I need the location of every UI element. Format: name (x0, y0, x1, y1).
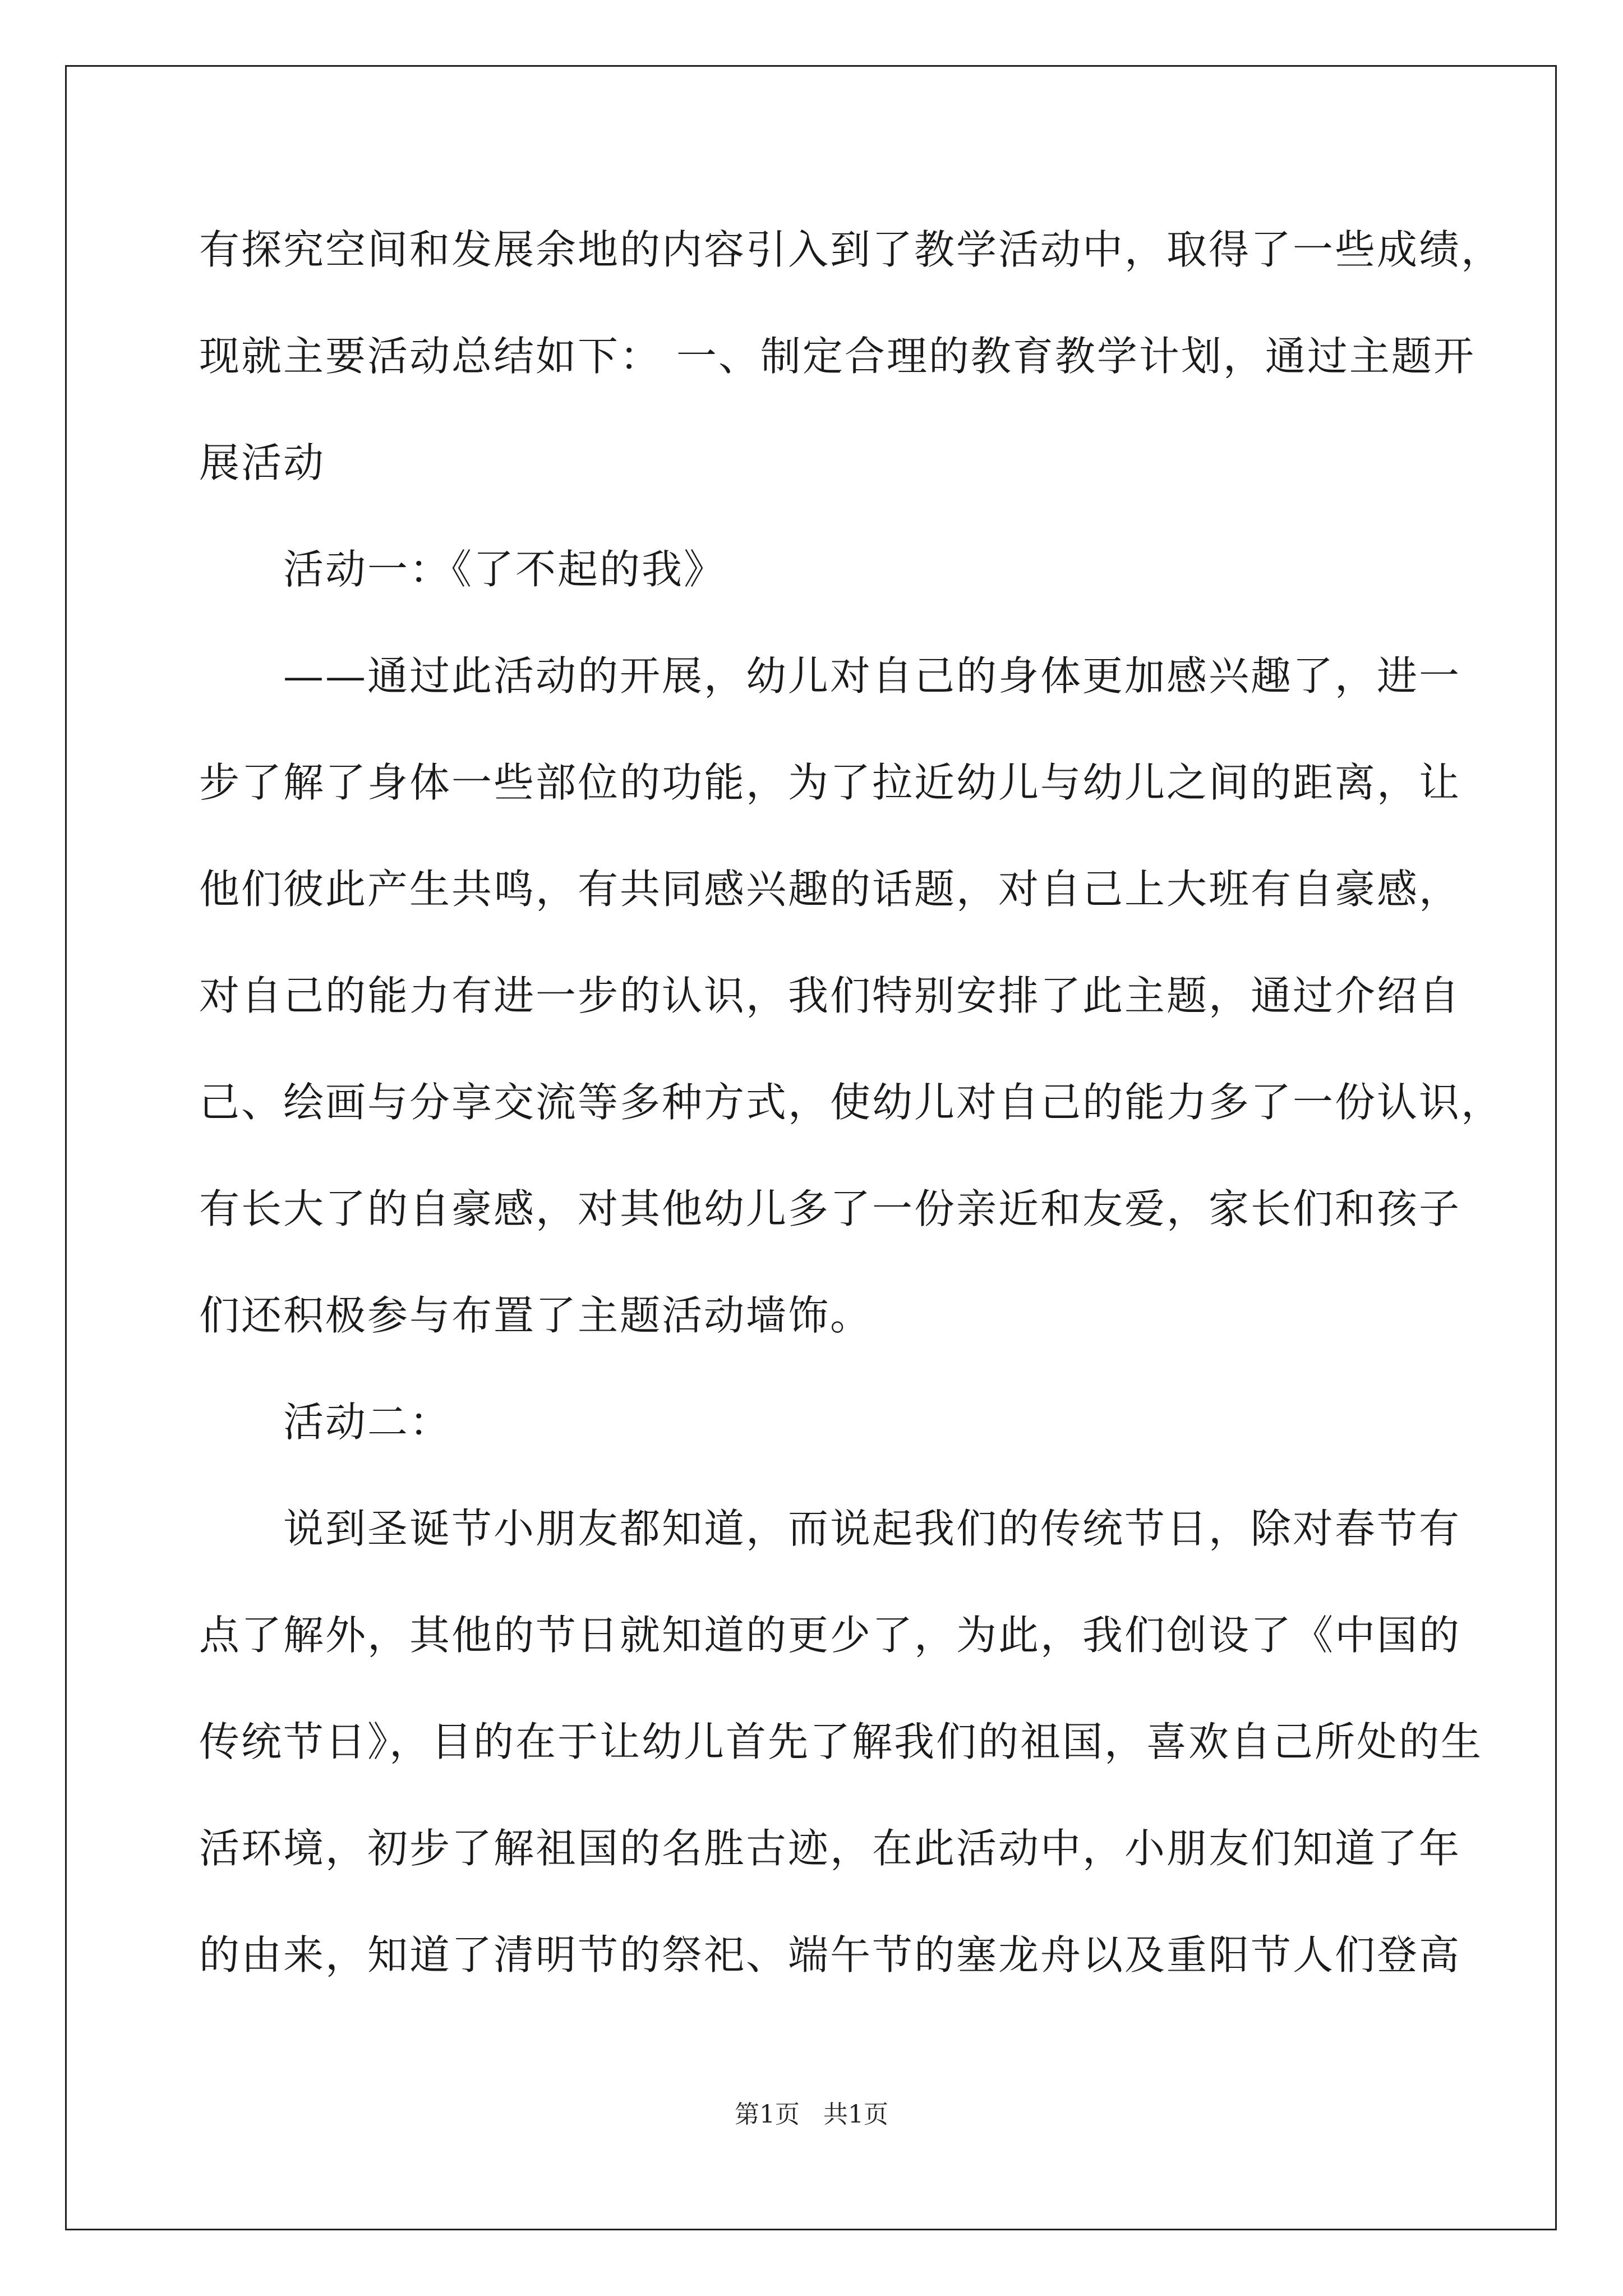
page-number: 第1页 (735, 2100, 800, 2129)
text-line: 有探究空间和发展余地的内容引入到了教学活动中，取得了一些成绩， (199, 226, 1504, 273)
text-line: 现就主要活动总结如下： 一、制定合理的教育教学计划，通过主题开 (199, 333, 1476, 380)
text-line: 步了解了身体一些部位的功能，为了拉近幼儿与幼儿之间的距离，让 (199, 759, 1461, 806)
document-body (199, 213, 1504, 2025)
page-total: 共1页 (823, 2100, 888, 2129)
page-footer (0, 2098, 1623, 2132)
text-line: 活环境，初步了解祖国的名胜古迹，在此活动中，小朋友们知道了年 (199, 1825, 1461, 1872)
text-line: 己、绘画与分享交流等多种方式，使幼儿对自己的能力多了一份认识， (199, 1079, 1504, 1126)
text-line: ——通过此活动的开展，幼儿对自己的身体更加感兴趣了，进一 (283, 652, 1461, 700)
text-line: 有长大了的自豪感，对其他幼儿多了一份亲近和友爱，家长们和孩子 (199, 1185, 1461, 1232)
text-line: 点了解外，其他的节日就知道的更少了，为此，我们创设了《中国的 (199, 1612, 1461, 1659)
section-heading-activity-one: 活动一：《了不起的我》 (283, 546, 726, 593)
section-heading-activity-two: 活动二： (283, 1398, 452, 1446)
text-line: 的由来，知道了清明节的祭祀、端午节的塞龙舟以及重阳节人们登高 (199, 1931, 1461, 1978)
text-line: 展活动 (199, 439, 326, 486)
text-line: 对自己的能力有进一步的认识，我们特别安排了此主题，通过介绍自 (199, 972, 1461, 1019)
text-line: 说到圣诞节小朋友都知道，而说起我们的传统节日，除对春节有 (283, 1505, 1461, 1552)
text-line: 他们彼此产生共鸣，有共同感兴趣的话题，对自己上大班有自豪感， (199, 866, 1461, 913)
text-line: 传统节日》，目的在于让幼儿首先了解我们的祖国，喜欢自己所处的生 (199, 1718, 1483, 1765)
text-line: 们还积极参与布置了主题活动墙饰。 (199, 1292, 873, 1339)
